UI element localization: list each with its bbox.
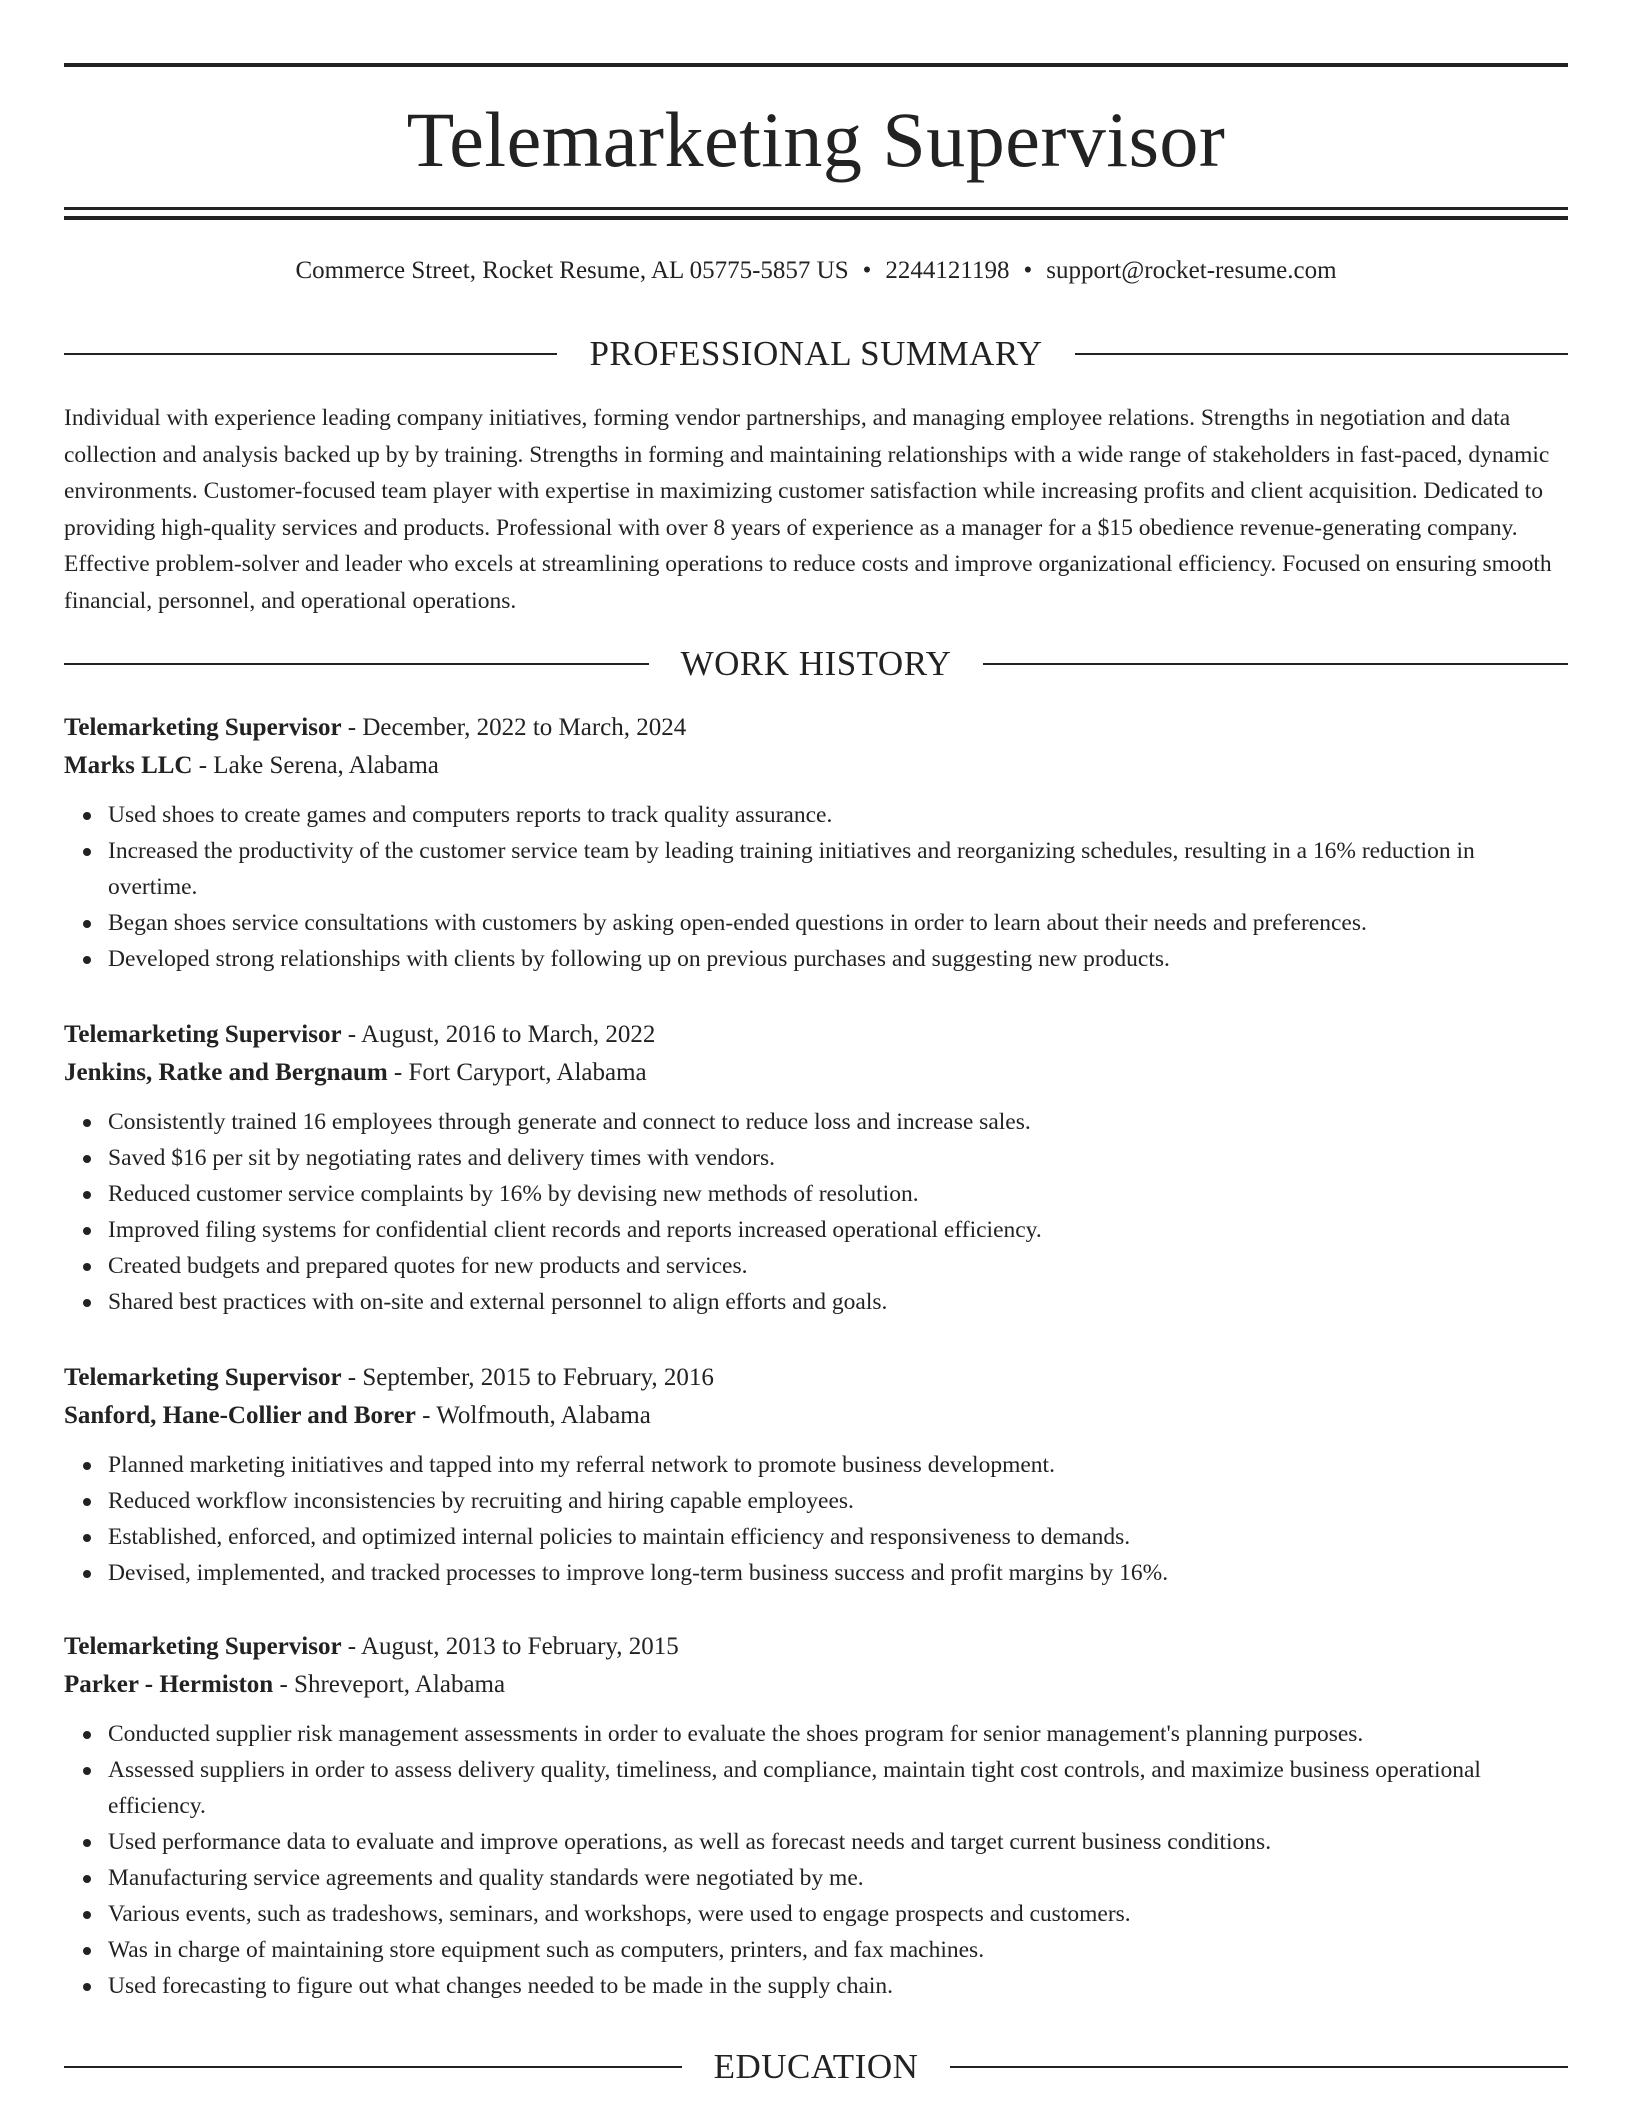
section-rule-left [64,353,557,355]
job-bullet: Various events, such as tradeshows, seminars, and workshops, were used to engage prospects and customers. [108,1896,1568,1932]
contact-separator: • [862,257,872,284]
job-entry [64,1016,1568,1320]
resume-name-title: Telemarketing Supervisor [406,96,1226,183]
job-bullet: Manufacturing service agreements and quality standards were negotiated by me. [108,1860,1568,1896]
job-bullets [64,797,1568,977]
job-bullet: Was in charge of maintaining store equipment such as computers, printers, and fax machines. [108,1932,1568,1968]
job-bullet: Created budgets and prepared quotes for new products and services. [108,1248,1568,1284]
job-company: Parker - Hermiston [64,1671,274,1698]
job-bullet: Assessed suppliers in order to assess delivery quality, timeliness, and compliance, maintain tight cost controls, and maximize business operational efficiency. [108,1752,1568,1824]
job-title: Telemarketing Supervisor [64,1364,342,1391]
job-location: - Fort Caryport, Alabama [387,1059,647,1086]
job-location: - Lake Serena, Alabama [192,752,439,779]
job-title-line [64,1359,1568,1397]
header-top-rule [64,63,1568,67]
job-company: Marks LLC [64,752,193,779]
header-bottom-rule [64,207,1568,210]
job-company: Sanford, Hane-Collier and Borer [64,1402,416,1429]
section-title: EDUCATION [713,2047,919,2086]
job-bullet: Planned marketing initiatives and tapped into my referral network to promote business development. [108,1447,1568,1483]
job-company-line [64,747,1568,785]
job-bullet: Used shoes to create games and computers reports to track quality assurance. [108,797,1568,833]
contact-email: support@rocket-resume.com [1046,257,1337,284]
contact-phone: 2244121198 [885,257,1010,284]
job-title-line [64,1016,1568,1054]
job-title: Telemarketing Supervisor [64,714,342,741]
job-entry [64,709,1568,977]
job-bullet: Began shoes service consultations with customers by asking open-ended questions in order to learn about their needs and preferences. [108,905,1568,941]
job-dates: - September, 2015 to February, 2016 [341,1364,714,1391]
section-heading-education [64,2045,1568,2089]
contact-separator: • [1023,257,1033,284]
job-company-line [64,1666,1568,1704]
job-bullet: Used performance data to evaluate and improve operations, as well as forecast needs and target current business conditions. [108,1824,1568,1860]
job-entry [64,1359,1568,1591]
job-dates: - December, 2022 to March, 2024 [341,714,687,741]
job-company-line [64,1054,1568,1092]
job-location: - Shreveport, Alabama [273,1671,506,1698]
job-company-line [64,1397,1568,1435]
job-bullet: Devised, implemented, and tracked processes to improve long-term business success and profit margins by 16%. [108,1555,1568,1591]
job-bullet: Reduced customer service complaints by 16% by devising new methods of resolution. [108,1176,1568,1212]
job-bullet: Consistently trained 16 employees through generate and connect to reduce loss and increase sales. [108,1104,1568,1140]
section-title: PROFESSIONAL SUMMARY [589,334,1043,373]
section-heading-summary [64,332,1568,376]
professional-summary-text: Individual with experience leading company initiatives, forming vendor partnerships, and managing employee relations. Strengths in negotiation and data collection and analysis backed up by by training. Strengths in forming and maintaining relationships with a wide range of stakeholders in fast-paced, dynamic environments. Customer-focused team player with expertise in maximizing customer satisfaction while increasing profits and client acquisition. Dedicated to providing high-quality services and products. Professional with over 8 years of experience as a manager for a $15 obedience revenue-generating company. Effective problem-solver and leader who excels at streamlining operations to reduce costs and improve organizational efficiency. Focused on ensuring smooth financial, personnel, and operational operations. [64,405,1552,614]
job-title-line [64,709,1568,747]
job-title: Telemarketing Supervisor [64,1633,342,1660]
job-bullet: Shared best practices with on-site and external personnel to align efforts and goals. [108,1284,1568,1320]
job-bullet: Improved filing systems for confidential client records and reports increased operational efficiency. [108,1212,1568,1248]
job-title: Telemarketing Supervisor [64,1021,342,1048]
job-dates: - August, 2013 to February, 2015 [341,1633,679,1660]
job-bullet: Saved $16 per sit by negotiating rates and delivery times with vendors. [108,1140,1568,1176]
contact-line [64,254,1568,288]
section-heading-work-history [64,642,1568,686]
section-rule-left [64,663,649,665]
job-bullet: Increased the productivity of the customer service team by leading training initiatives and reorganizing schedules, resulting in a 16% reduction in overtime. [108,833,1568,905]
header-bottom-rule-thick [64,216,1568,220]
job-bullets [64,1447,1568,1591]
section-rule-right [1075,353,1568,355]
section-title: WORK HISTORY [680,644,952,683]
section-rule-right [950,2066,1568,2068]
job-bullet: Established, enforced, and optimized internal policies to maintain efficiency and responsiveness to demands. [108,1519,1568,1555]
section-rule-left [64,2066,682,2068]
job-bullet: Reduced workflow inconsistencies by recruiting and hiring capable employees. [108,1483,1568,1519]
job-bullets [64,1716,1568,2004]
job-bullet: Used forecasting to figure out what changes needed to be made in the supply chain. [108,1968,1568,2004]
job-location: - Wolfmouth, Alabama [415,1402,651,1429]
job-dates: - August, 2016 to March, 2022 [341,1021,656,1048]
job-bullet: Developed strong relationships with clients by following up on previous purchases and suggesting new products. [108,941,1568,977]
job-bullets [64,1104,1568,1320]
job-company: Jenkins, Ratke and Bergnaum [64,1059,388,1086]
section-rule-right [983,663,1568,665]
contact-address: Commerce Street, Rocket Resume, AL 05775-5857 US [295,257,849,284]
job-entry [64,1628,1568,2004]
job-bullet: Conducted supplier risk management assessments in order to evaluate the shoes program for senior management's planning purposes. [108,1716,1568,1752]
job-title-line [64,1628,1568,1666]
